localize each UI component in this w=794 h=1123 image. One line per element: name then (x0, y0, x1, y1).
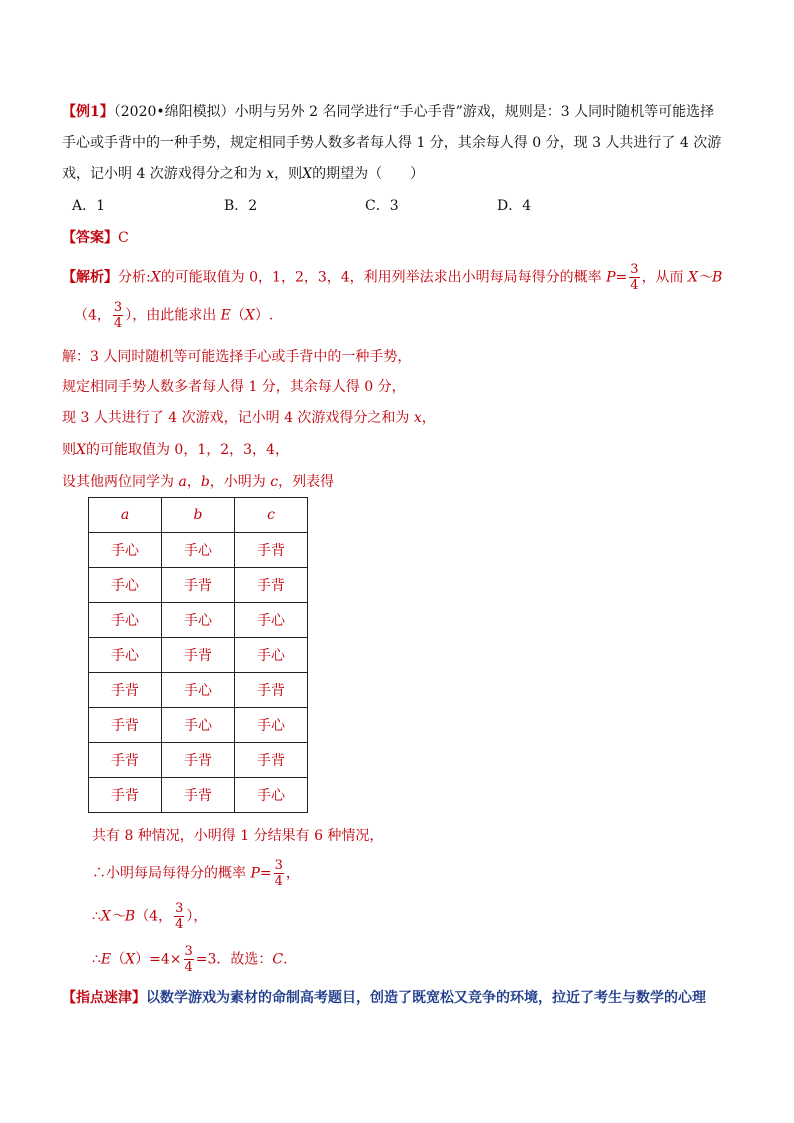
solution-line-2: 规定相同手势人数多者每人得 1 分，其余每人得 0 分， (62, 379, 406, 395)
equals-sign: = (615, 269, 628, 286)
conclusion-line-3-c: ）， (186, 908, 208, 925)
table-cell: 手心 (235, 603, 308, 638)
table-header: a (89, 498, 162, 533)
fraction-3-4 (174, 901, 184, 932)
fraction-numerator: 3 (630, 262, 639, 277)
table-row (89, 568, 308, 603)
table-cell: 手背 (235, 568, 308, 603)
var-P: P (606, 269, 616, 286)
analysis-text-2: ，从而 (641, 269, 689, 286)
table-cell: 手背 (162, 568, 235, 603)
conclusion-line-2-a: ∴小明每局每得分的概率 (92, 865, 251, 882)
example-source: （2020•绵阳模拟） (113, 104, 235, 120)
table-cell: 手背 (89, 743, 162, 778)
example-line-3 (62, 164, 424, 184)
table-cell: 手心 (89, 568, 162, 603)
table-cell: 手心 (235, 778, 308, 813)
therefore-sign: ∴ (92, 951, 101, 968)
fraction-3-4 (184, 944, 194, 975)
fraction-3-4 (113, 300, 123, 331)
solution-line-3-b: ， (421, 410, 436, 426)
conclusion-line-4-d: =3．故选： (195, 951, 273, 968)
tip-line (62, 988, 706, 1008)
table-cell: 手背 (162, 743, 235, 778)
table-cell: 手心 (235, 638, 308, 673)
analysis-intro: 分析: (118, 269, 151, 286)
table-row (89, 778, 308, 813)
var-E: E (220, 307, 231, 324)
analysis-tag: 【解析】 (62, 269, 118, 286)
solution-line-5-a: 设其他两位同学为 (62, 474, 179, 490)
var-C: C (272, 951, 284, 968)
table-row (89, 603, 308, 638)
table-cell: 手心 (162, 708, 235, 743)
table-row (89, 743, 308, 778)
fraction-denominator: 4 (630, 278, 639, 293)
table-cell: 手心 (89, 638, 162, 673)
conclusion-line-2 (92, 858, 300, 889)
answer-value: C (118, 230, 129, 246)
answer-tag: 【答案】 (62, 230, 118, 246)
var-E: E (100, 951, 112, 968)
table-cell: 手背 (235, 743, 308, 778)
fraction-3-4 (274, 858, 284, 889)
paren-close: ）. (254, 307, 274, 324)
paren-open: （ (230, 307, 245, 324)
comma: ， (186, 474, 201, 490)
table-cell: 手背 (89, 673, 162, 708)
table-row (89, 638, 308, 673)
table-cell: 手背 (162, 638, 235, 673)
fraction-denominator: 4 (175, 917, 184, 932)
solution-line-5-d: ，列表得 (278, 474, 335, 490)
table-cell: 手心 (89, 603, 162, 638)
solution-line-4 (62, 440, 289, 460)
period: . (283, 951, 288, 968)
answer-line (62, 228, 129, 248)
comma: ， (285, 865, 300, 882)
var-P: P (250, 865, 260, 882)
table-cell: 手背 (235, 673, 308, 708)
table-cell: 手心 (235, 708, 308, 743)
table-header: c (235, 498, 308, 533)
solution-line-4-b: 的可能取值为 0，1，2，3，4， (85, 442, 289, 458)
fraction-denominator: 4 (113, 316, 123, 331)
table-cell: 手背 (89, 708, 162, 743)
table-cell: 手心 (89, 533, 162, 568)
option-b: B．2 (224, 198, 258, 214)
solution-line-4-a: 则 (62, 442, 76, 458)
table-cell: 手心 (162, 673, 235, 708)
tip-text: 以数学游戏为素材的命制高考题目，创造了既宽松又竞争的环境，拉近了考生与数学的心理 (146, 990, 706, 1006)
fraction-3-4 (629, 262, 639, 293)
var-X: X (76, 442, 86, 458)
fraction-denominator: 4 (184, 960, 193, 975)
var-X: X (302, 166, 313, 182)
solution-line-3-a: 现 3 人共进行了 4 次游戏，记小明 4 次游戏得分之和为 (62, 410, 414, 426)
table-cell: 手心 (162, 603, 235, 638)
conclusion-line-4 (92, 944, 288, 975)
var-x: x (266, 166, 275, 182)
solution-line-5 (62, 472, 334, 492)
table-cell: 手背 (235, 533, 308, 568)
fraction-numerator: 3 (175, 901, 184, 916)
conclusion-line-3-b: （4， (135, 908, 173, 925)
conclusion-line-3 (92, 901, 207, 932)
table-header: b (162, 498, 235, 533)
equals-sign: = (259, 865, 272, 882)
var-a: a (178, 474, 187, 490)
option-d: D．4 (497, 198, 532, 214)
table-cell: 手背 (162, 778, 235, 813)
var-X: X (125, 951, 136, 968)
option-c: C．3 (365, 198, 399, 214)
example-line-1-text: 小明与另外 2 名同学进行“手心手背”游戏，规则是：3 人同时随机等可能选择 (234, 104, 715, 120)
paren-open: （ (111, 951, 126, 968)
var-b: b (200, 474, 210, 490)
fraction-numerator: 3 (113, 300, 123, 315)
example-tag: 【例1】 (62, 104, 114, 120)
example-line-3-b: ，则 (274, 166, 303, 182)
analysis-text-3: （4， (74, 307, 111, 324)
var-c: c (270, 474, 279, 490)
binomial-notation: X～B (688, 269, 723, 286)
table-row (89, 708, 308, 743)
therefore-sign: ∴ (92, 908, 101, 925)
example-line-3-a: 戏，记小明 4 次游戏得分之和为 (62, 166, 267, 182)
table-header-row (89, 498, 308, 533)
tip-tag: 【指点迷津】 (62, 990, 146, 1006)
analysis-text-1: 的可能取值为 0，1，2，3，4，利用列举法求出小明每局每得分的概率 (160, 269, 607, 286)
var-X: X (150, 269, 161, 286)
conclusion-line-1: 共有 8 种情况，小明得 1 分结果有 6 种情况， (92, 828, 384, 844)
analysis-text-4: ），由此能求出 (125, 307, 221, 324)
table-row (89, 533, 308, 568)
conclusion-line-4-c: ）=4× (135, 951, 182, 968)
solution-line-1: 解：3 人同时随机等可能选择手心或手背中的一种手势， (62, 349, 412, 365)
table-cell: 手背 (89, 778, 162, 813)
gesture-table (88, 497, 308, 813)
analysis-line-2 (74, 300, 273, 331)
solution-line-3 (62, 408, 436, 428)
fraction-denominator: 4 (274, 874, 283, 889)
solution-line-5-c: ，小明为 (209, 474, 271, 490)
example-line-3-c: 的期望为（ ） (312, 166, 425, 182)
fraction-numerator: 3 (274, 858, 283, 873)
example-line-1 (62, 102, 714, 122)
table-row (89, 673, 308, 708)
var-X: X (244, 307, 255, 324)
option-a: A．1 (72, 198, 106, 214)
analysis-line-1 (62, 262, 722, 293)
table-cell: 手心 (162, 533, 235, 568)
fraction-numerator: 3 (184, 944, 193, 959)
var-x: x (413, 410, 422, 426)
example-line-2: 手心或手背中的一种手势，规定相同手势人数多者每人得 1 分，其余每人得 0 分，现 3 人共进行了 4 次游 (62, 135, 722, 151)
binomial-notation: X～B (100, 908, 136, 925)
